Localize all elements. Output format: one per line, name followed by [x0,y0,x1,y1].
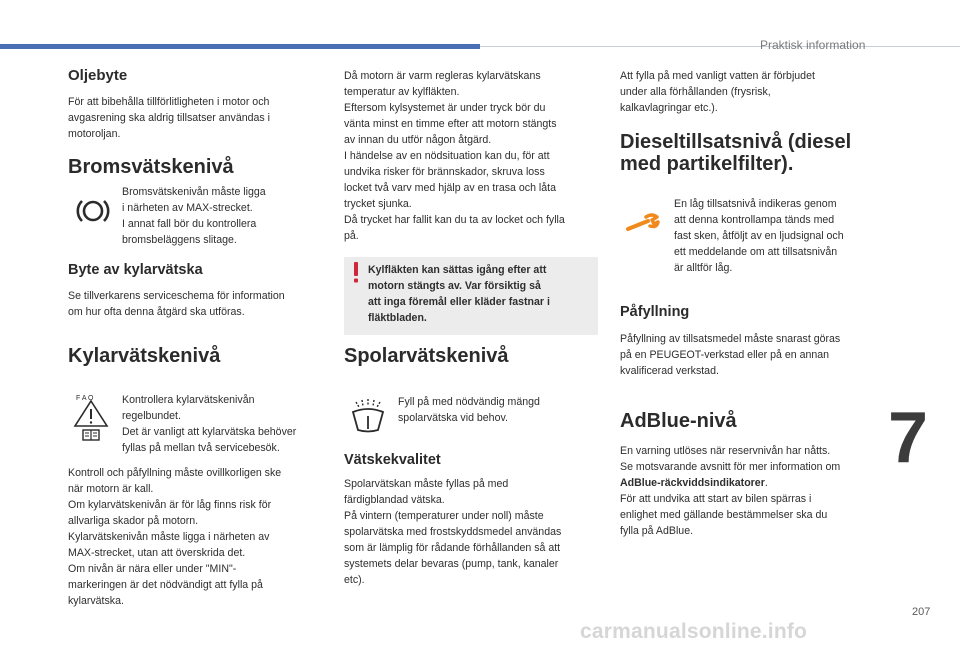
watermark: carmanualsonline.info [580,620,808,643]
diesel-heading-line-2: med partikelfilter). [620,153,794,175]
coolant-check-text: Kontroll och påfyllning måste ovillkorligen ske när motorn är kall. Om kylarvätskenivån är för låg finns risk för allvarliga skador på motorn. Kylarvätskenivån måste ligga i närheten av MAX-strecket, utan att överskrida det. Om nivån är nära eller under "MIN"- markeringen är det nödvändigt att fylla på kylarvätska. [68,467,282,607]
coolant-change-text: Se tillverkarens serviceschema för information om hur ofta denna åtgärd ska utföras. [68,290,285,318]
header-accent-bar [0,44,480,49]
page-number: 207 [912,606,931,618]
diesel-heading-line-1: Dieseltillsatsnivå (diesel [620,131,852,153]
header-rule [480,46,960,47]
coolant-change-heading: Byte av kylarvätska [68,262,203,278]
diesel-additive-heading [620,131,851,175]
adblue-text-c: . [764,477,768,489]
fan-warning-text: Kylfläkten kan sättas igång efter att motorn stängts av. Var försiktig så att inga föremål eller kläder fastnar i fläktbladen. [368,264,550,324]
coolant-hazard-icon [72,392,110,442]
washer-fluid-heading: Spolarvätskenivå [344,345,509,367]
wrench-icon [626,213,660,235]
adblue-level-heading: AdBlue-nivå [620,410,737,432]
brake-warning-icon [76,197,110,225]
diesel-additive-text: En låg tillsatsnivå indikeras genom att denna kontrollampa tänds med fast sken, åtföljt av en ljudsignal och ett meddelande om att tillsatsnivån är alltför låg. [674,198,844,274]
adblue-text-d: För att undvika att start av bilen spärras i enlighet med gällande bestämmelser ska du fylla på AdBlue. [620,493,828,537]
chapter-number: 7 [888,398,929,478]
windscreen-washer-icon [350,398,386,434]
brake-fluid-heading: Bromsvätskenivå [68,156,234,178]
refill-heading: Påfyllning [620,304,690,320]
adblue-level-text [620,443,885,539]
refill-text: Påfyllning av tillsatsmedel måste snarast göras på en PEUGEOT-verkstad eller på en annan kvalificerad verkstad. [620,333,841,377]
oil-change-text: För att bibehålla tillförlitligheten i motor och avgasrening ska aldrig tillsatser användas i motoroljan. [68,96,270,140]
brake-fluid-text: Bromsvätskenivån måste ligga i närheten av MAX-strecket. I annat fall bör du kontrollera bromsbeläggens slitage. [122,186,266,246]
exclamation-icon [350,261,362,283]
fluid-quality-heading: Vätskekvalitet [344,452,441,468]
washer-fluid-text: Fyll på med nödvändig mängd spolarvätska vid behov. [398,396,540,424]
coolant-level-text: Kontrollera kylarvätskenivån regelbundet. Det är vanligt att kylarvätska behöver fyllas på mellan två servicebesök. [122,394,297,454]
coolant-level-heading: Kylarvätskenivå [68,345,221,367]
fan-label: F A O [76,395,94,402]
adblue-text-a: En varning utlöses när reservnivån har nåtts. Se motsvarande avsnitt för mer information om [620,445,841,473]
oil-change-heading: Oljebyte [68,67,128,84]
coolant-pressure-text: Då motorn är varm regleras kylarvätskans temperatur av kylfläkten. Eftersom kylsystemet är under tryck bör du vänta minst en timme efter att motorn stängts av innan du utför någon åtgärd. I händelse av en nödsituation kan du, för att undvika risker för brännskador, skruva loss locket två varv med hjälp av en trasa och låta trycket sjunka. Då trycket har fallit kan du ta av locket och fylla på. [344,70,565,242]
fluid-quality-text: Spolarvätskan måste fyllas på med färdigblandad vätska. På vintern (temperaturer under noll) måste spolarvätska med frostskyddsmedel användas som är lämplig för rådande förhållanden så att systemets delar bevaras (pump, tank, kanaler etc). [344,478,562,586]
adblue-range-indicator-ref: AdBlue-räckviddsindikatorer [620,477,765,489]
water-warning-text: Att fylla på med vanligt vatten är förbjudet under alla förhållanden (frysrisk, kalkavlagringar etc.). [620,70,815,114]
section-title: Praktisk information [760,38,866,52]
